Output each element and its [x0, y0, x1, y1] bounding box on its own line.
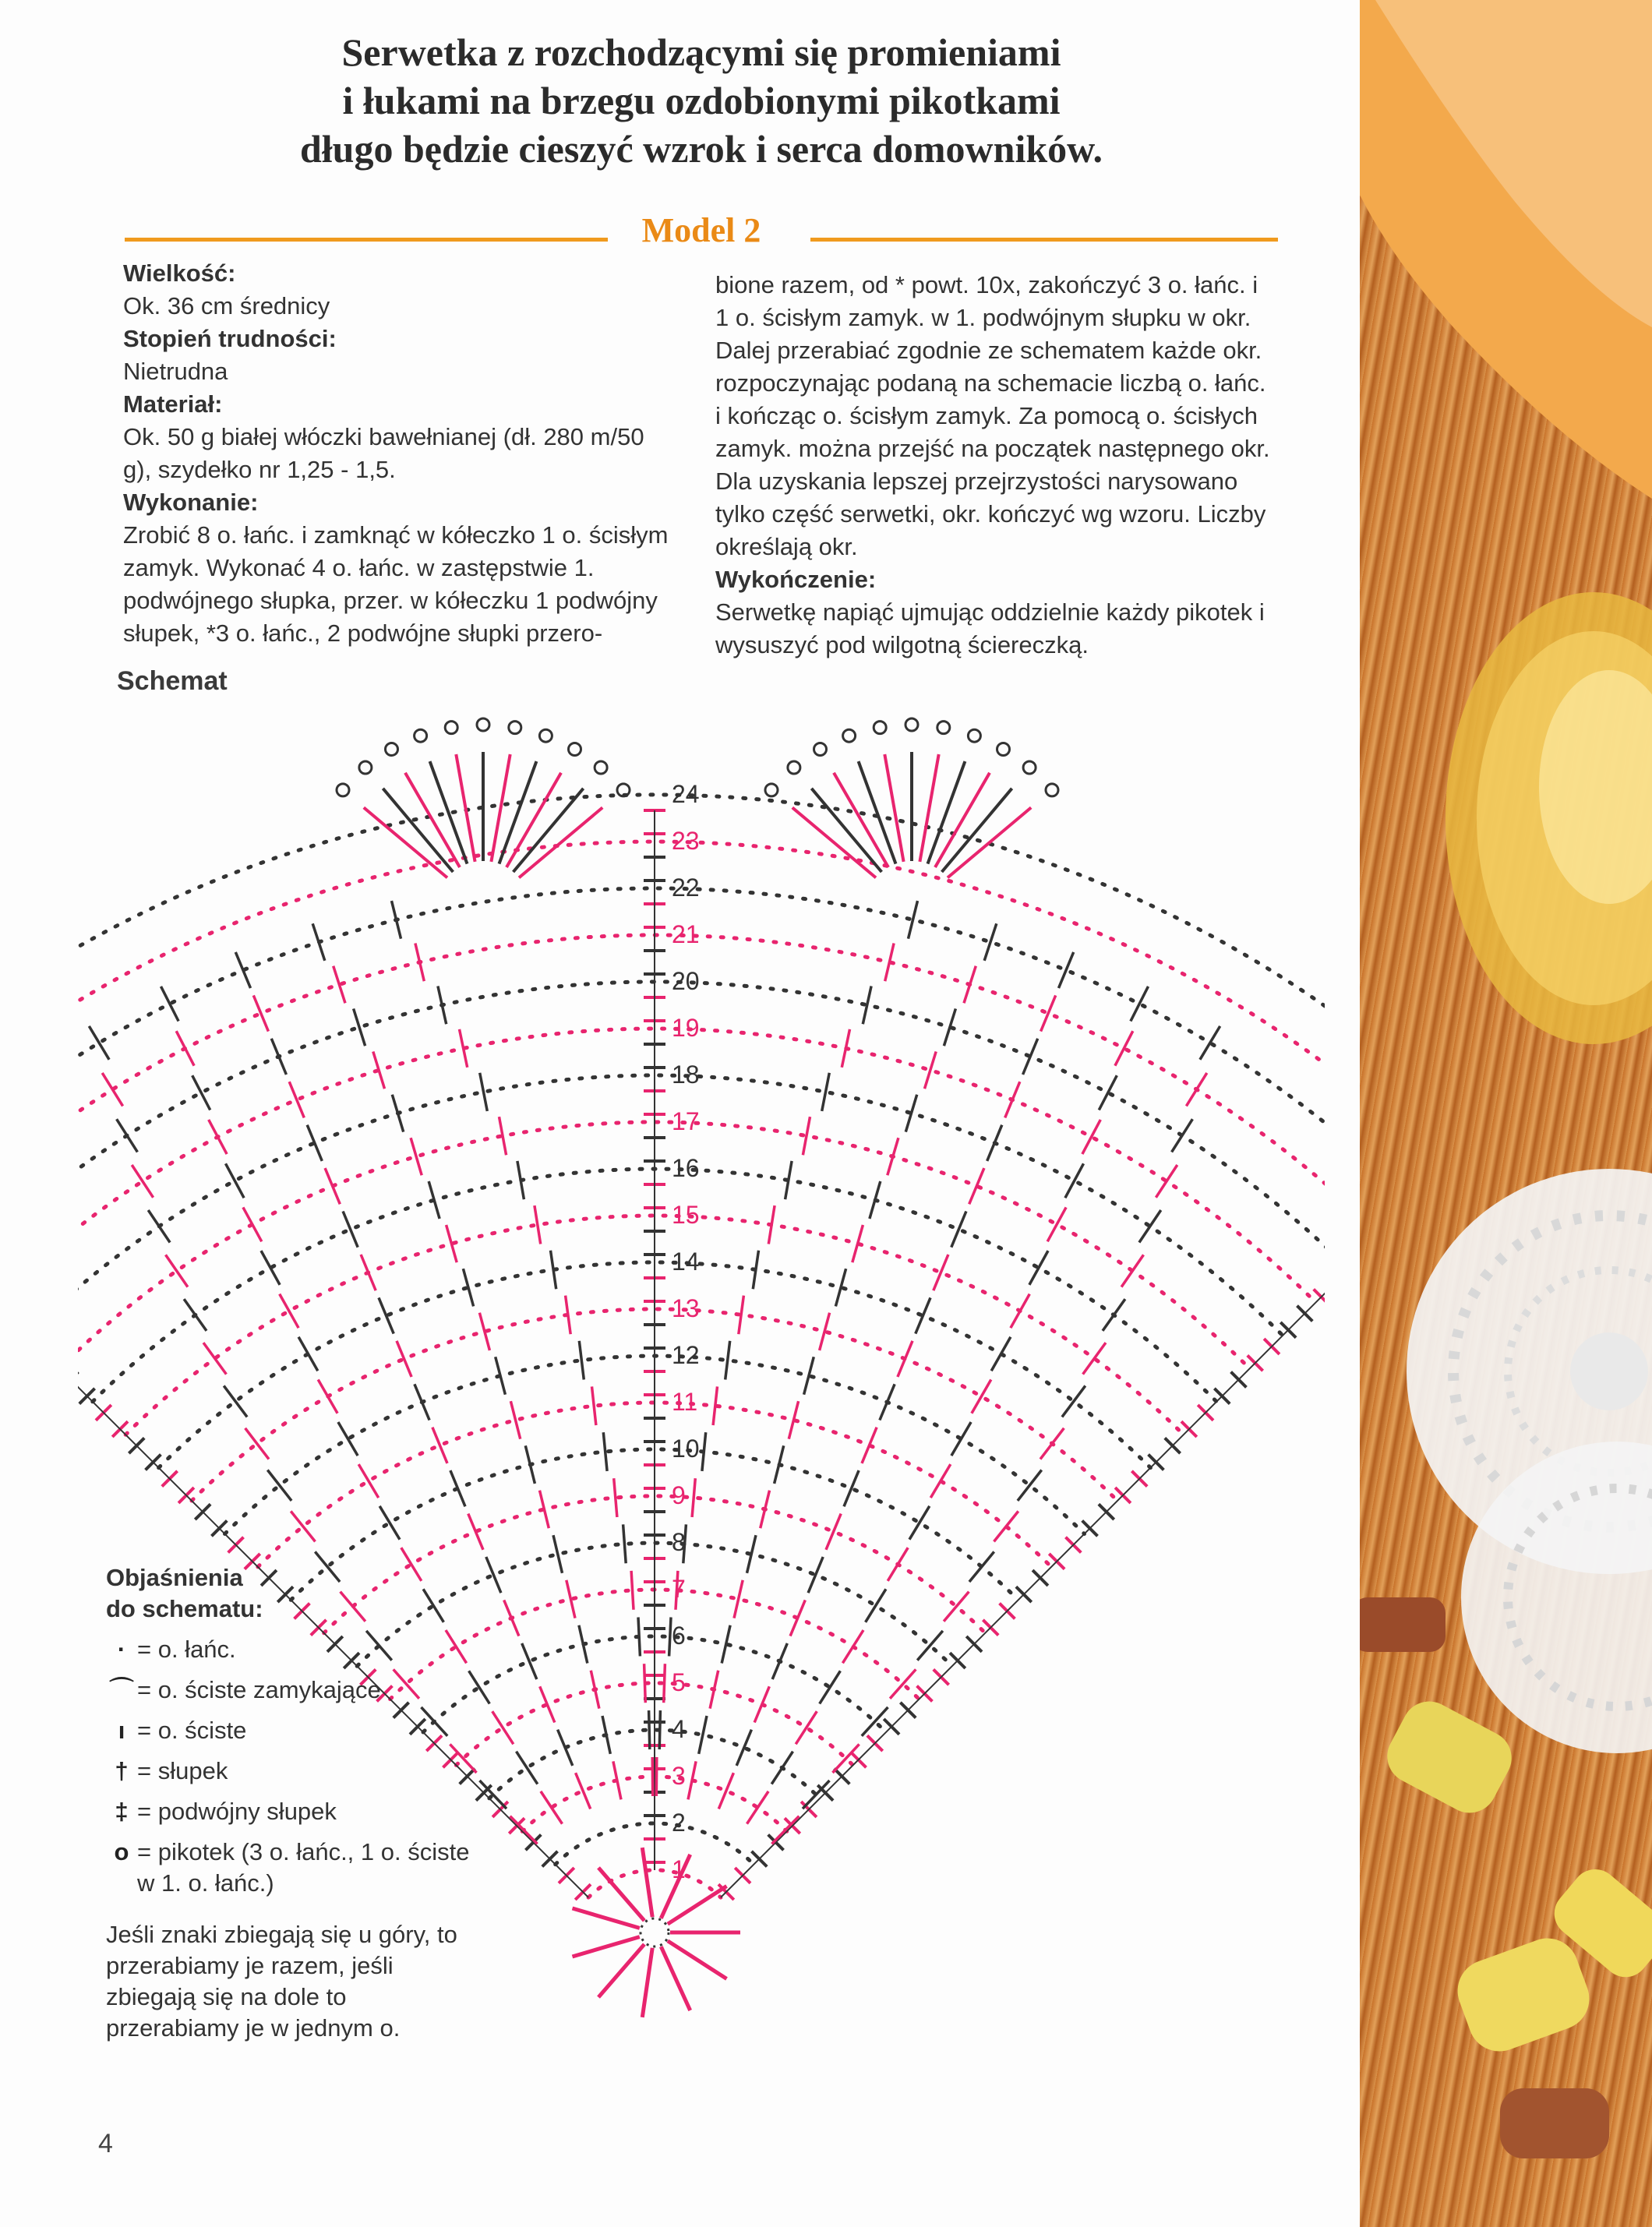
fan-stitch	[1005, 1082, 1020, 1117]
title-line-1: Serwetka z rozchodzącymi się promieniami	[341, 30, 1061, 74]
chain-arc	[78, 795, 1325, 1137]
fan-stitch	[522, 1643, 537, 1679]
fan-stitch	[880, 1384, 895, 1420]
fan-stitch	[1083, 1343, 1106, 1375]
fan-stitch	[890, 1669, 916, 1698]
fan-stitch	[771, 1752, 792, 1784]
legend-text: = pikotek (3 o. łańc., 1 o. ściste w 1. o. łańc.)	[137, 1838, 470, 1897]
model-divider-left	[125, 238, 608, 242]
picot-mark	[477, 718, 489, 731]
fan-stitch	[842, 1630, 863, 1663]
round-number-label: 13	[672, 1294, 700, 1322]
fan-stitch	[1018, 1470, 1042, 1501]
round-number-label: 16	[672, 1154, 700, 1182]
difficulty-heading: Stopień trudności:	[123, 325, 337, 352]
fan-stitch	[725, 1341, 730, 1380]
center-stitch	[642, 1848, 652, 1917]
fan-stitch	[1082, 1120, 1100, 1154]
right-column	[715, 269, 1276, 662]
fan-stitch	[1115, 1031, 1133, 1066]
fan-stitch	[166, 1255, 188, 1286]
slip-stitch-closing-icon: ⌒	[109, 1676, 134, 1703]
fan-stitch	[1099, 1075, 1117, 1110]
picot-mark	[1023, 761, 1036, 774]
legend-item	[106, 1675, 480, 1706]
fan-stitch	[361, 1255, 376, 1290]
legend-text: = o. ściste	[137, 1717, 247, 1744]
picot-mark	[968, 729, 980, 742]
round-number-label: 20	[672, 967, 700, 995]
picot-mark	[1046, 784, 1058, 796]
legend-heading-1: Objaśnienia	[106, 1564, 243, 1591]
fan-stitch	[951, 1212, 966, 1248]
fan-stitch	[944, 1592, 969, 1622]
round-number-label: 24	[672, 780, 700, 808]
fan-stitch	[592, 1386, 596, 1425]
round-number-label: 12	[672, 1341, 700, 1369]
material-text: Ok. 50 g białej włóczki bawełnianej (dł. 280 m/50 g), szydełko nr 1,25 - 1,5.	[123, 423, 644, 483]
picot-mark	[905, 718, 918, 731]
legend-item	[106, 1756, 480, 1787]
chain-stitch-icon: ·	[117, 1636, 126, 1663]
round-number-label: 19	[672, 1014, 700, 1042]
fan-stitch	[844, 1470, 859, 1506]
fan-stitch	[553, 1535, 563, 1573]
round-number-label: 3	[672, 1762, 686, 1790]
fan-stitch	[614, 1478, 617, 1517]
fan-stitch	[1059, 952, 1074, 988]
fan-stitch	[909, 1506, 930, 1540]
fan-stitch	[644, 1664, 646, 1703]
legend-text: = słupek	[137, 1757, 228, 1784]
fan-stitch	[397, 1341, 411, 1377]
picot-mark	[569, 743, 581, 756]
center-stitch	[598, 1944, 644, 1997]
fan-stitch	[969, 1168, 984, 1204]
fan-stitch	[734, 1580, 743, 1618]
round-number-label: 18	[672, 1061, 700, 1089]
fan-stitch	[866, 1589, 886, 1622]
legend-note: Jeśli znaki zbiegają się u góry, to przerabiamy je razem, jeśli zbiegają się na dole to przerabiamy je w jednym o.	[106, 1921, 457, 2042]
fan-stitch	[948, 807, 1031, 877]
legend	[106, 1562, 480, 2044]
picot-mark	[997, 743, 1010, 756]
picot-mark	[415, 729, 427, 742]
fan-stitch	[192, 1075, 210, 1110]
fan-stitch	[972, 1380, 991, 1413]
fan-stitch	[338, 1422, 358, 1456]
fan-stitch	[603, 1432, 607, 1471]
fan-stitch	[656, 1757, 657, 1796]
fan-stitch	[888, 1138, 898, 1175]
fan-stitch	[203, 1343, 226, 1375]
round-number-label: 4	[672, 1715, 686, 1743]
fan-stitch	[888, 1548, 908, 1581]
fan-stitch	[235, 952, 250, 988]
round-number-label: 8	[672, 1528, 686, 1556]
fan-stitch	[862, 1707, 888, 1736]
fan-stitch	[245, 1428, 269, 1459]
legend-heading-2: do schematu:	[106, 1595, 263, 1622]
fan-stitch	[692, 1478, 695, 1517]
fan-stitch	[517, 1752, 538, 1784]
round-number-label: 7	[672, 1575, 686, 1603]
execution-text: Zrobić 8 o. łańc. i zamknąć w kółeczko 1 o. ścisłym zamyk. Wykonać 4 o. łańc. w zastępstwie 1. podwójnego słupka, przer. w kółeczku 1 podwójny słupek, *3 o. łańc., 2 podwójne słupki przero-	[123, 521, 669, 647]
fan-stitch	[916, 1297, 930, 1333]
single-crochet-icon: ı	[118, 1717, 125, 1744]
fan-stitch	[1156, 1165, 1177, 1198]
picot-mark	[874, 722, 886, 734]
fan-stitch	[540, 1686, 555, 1722]
round-number-label: 23	[672, 827, 700, 855]
fan-stitch	[541, 1791, 563, 1824]
decorative-photo	[1360, 0, 1652, 2227]
fan-stitch	[934, 1255, 948, 1290]
fan-stitch	[343, 1212, 358, 1248]
fan-stitch	[862, 1428, 877, 1463]
fan-stitch	[243, 1207, 262, 1241]
material-heading: Materiał:	[123, 390, 223, 418]
fan-stitch	[117, 1119, 138, 1152]
finishing-text: Serwetkę napiąć ujmując oddzielnie każdy pikotek i wysuszyć pod wilgotną ściereczką.	[715, 598, 1265, 658]
center-stitch	[573, 1937, 640, 1957]
round-number-label: 17	[672, 1107, 700, 1135]
size-text: Ok. 36 cm średnicy	[123, 292, 330, 319]
title-line-3: długo będzie cieszyć wzrok i serca domowników.	[299, 127, 1103, 171]
center-stitch	[668, 1886, 727, 1925]
round-number-label: 11	[672, 1388, 698, 1416]
picot-mark	[814, 743, 827, 756]
fan-stitch	[379, 1506, 400, 1540]
fan-stitch	[132, 1165, 153, 1198]
fan-stitch	[1131, 986, 1149, 1022]
fan-stitch	[1186, 1073, 1206, 1106]
fan-stitch	[669, 1618, 671, 1657]
fan-stitch	[209, 1120, 227, 1154]
fan-stitch	[820, 1671, 841, 1703]
fan-stitch	[1040, 1428, 1064, 1459]
fan-stitch	[1023, 1039, 1038, 1075]
fan-stitch	[261, 1251, 280, 1285]
fan-stitch	[415, 1384, 429, 1420]
round-number-label: 22	[672, 874, 700, 902]
schema-label: Schemat	[117, 666, 228, 696]
round-number-label: 2	[672, 1809, 686, 1837]
center-stitch	[661, 1946, 690, 2010]
title-line-2: i łukami na brzegu ozdobionymi pikotkami	[342, 79, 1061, 122]
picot-icon: o	[114, 1838, 129, 1865]
fan-stitch	[1139, 1210, 1161, 1243]
picot-mark	[539, 729, 552, 742]
chain-arc	[78, 1122, 1250, 1368]
fan-stitch	[1029, 1251, 1048, 1285]
fan-stitch	[1062, 1385, 1085, 1417]
fan-stitch	[450, 1470, 465, 1506]
fan-stitch	[969, 1551, 994, 1582]
fan-stitch	[267, 1470, 291, 1501]
legend-item	[106, 1837, 480, 1899]
fan-stitch	[754, 1686, 769, 1722]
center-stitch	[668, 1941, 727, 1979]
round-number-label: 5	[672, 1668, 686, 1696]
fan-stitch	[736, 1730, 751, 1766]
execution-heading: Wykonanie:	[123, 489, 259, 516]
round-number-label: 10	[672, 1435, 700, 1463]
model-label: Model 2	[641, 211, 761, 249]
model-divider-right	[810, 238, 1278, 242]
double-crochet-icon: †	[115, 1757, 129, 1784]
picot-mark	[509, 722, 521, 734]
picot-mark	[337, 784, 349, 796]
fan-stitch	[358, 1464, 379, 1498]
fan-stitch	[184, 1299, 206, 1331]
center-stitch	[642, 1948, 652, 2017]
difficulty-text: Nietrudna	[123, 358, 228, 385]
fan-stitch	[102, 1073, 122, 1106]
legend-text: = podwójny słupek	[137, 1798, 337, 1825]
fan-stitch	[504, 1600, 519, 1636]
fan-stitch	[226, 1163, 245, 1198]
legend-item	[106, 1634, 480, 1665]
left-column	[123, 257, 678, 650]
fan-stitch	[664, 1664, 665, 1703]
fan-stitch	[486, 1557, 501, 1593]
fan-stitch	[942, 789, 1012, 872]
fan-stitch	[224, 1385, 247, 1417]
fan-stitch	[579, 1341, 584, 1380]
legend-item	[106, 1796, 480, 1827]
chain-arc	[78, 935, 1325, 1237]
fan-stitch	[519, 807, 602, 877]
fan-stitch	[176, 1031, 194, 1066]
fan-stitch	[318, 1380, 337, 1413]
picot-mark	[595, 761, 607, 774]
fan-stitch	[930, 1464, 951, 1498]
fan-stitch	[161, 986, 179, 1022]
fan-stitch	[898, 1341, 912, 1377]
picot-mark	[359, 761, 372, 774]
fan-stitch	[1011, 1294, 1029, 1329]
fan-stitch	[747, 1791, 769, 1824]
fan-stitch	[325, 1168, 340, 1204]
fan-stitch	[364, 807, 447, 877]
legend-item	[106, 1715, 480, 1746]
round-number-label: 21	[672, 920, 700, 948]
fan-stitch	[148, 1210, 170, 1243]
fan-stitch	[291, 1511, 315, 1541]
fan-stitch	[994, 1511, 1018, 1541]
fan-stitch	[1047, 1207, 1066, 1241]
chain-arc	[588, 1870, 721, 1897]
fan-stitch	[987, 1125, 1002, 1161]
round-number-label: 1	[672, 1855, 686, 1883]
fan-stitch	[576, 1773, 591, 1809]
fan-stitch	[659, 1710, 660, 1749]
fan-stitch	[379, 1297, 394, 1333]
fan-stitch	[718, 1773, 733, 1809]
finishing-heading: Wykończenie:	[715, 566, 877, 593]
treble-crochet-icon: ‡	[115, 1798, 129, 1825]
fan-stitch	[702, 1432, 706, 1471]
fan-stitch	[253, 995, 268, 1031]
fan-stitch	[649, 1710, 650, 1749]
fan-stitch	[492, 1711, 514, 1744]
picot-mark	[765, 784, 778, 796]
round-number-label: 15	[672, 1201, 700, 1229]
fan-stitch	[917, 1631, 943, 1661]
legend-text: = o. łańc.	[137, 1636, 236, 1663]
fan-stitch	[991, 1337, 1011, 1371]
fan-stitch	[822, 1073, 830, 1111]
fan-stitch	[1200, 1026, 1220, 1060]
fan-stitch	[1065, 1163, 1084, 1198]
fan-stitch	[964, 966, 976, 1004]
picot-mark	[445, 722, 457, 734]
round-number-label: 9	[672, 1481, 686, 1509]
fan-stitch	[383, 789, 453, 872]
fan-stitch	[826, 1514, 841, 1550]
round-number-label: 14	[672, 1248, 700, 1276]
fan-stitch	[307, 1125, 322, 1161]
fan-stitch	[796, 1711, 817, 1744]
continuation-text: bione razem, od * powt. 10x, zakończyć 3 o. łańc. i 1 o. ścisłym zamyk. w 1. podwójnym słupku w okr. Dalej przerabiać zgodnie ze schematem każde okr. rozpoczynając podaną na schemacie liczbą o. łańc. i kończąc o. ścisłym zamyk. Za pomocą o. ścisłych zamyk. można przejść na początek następnego okr. Dla uzyskania lepszej przejrzystości narysowano tylko część serwetki, okr. kończyć wg wzoru. Liczby określają okr.	[715, 271, 1270, 560]
chain-arc	[78, 888, 1325, 1203]
fan-stitch	[951, 1422, 971, 1456]
page-title	[195, 28, 1208, 173]
fan-stitch	[772, 1643, 787, 1679]
fan-stitch	[89, 1026, 109, 1060]
picot-mark	[937, 722, 950, 734]
center-ring	[641, 1918, 669, 1946]
fan-stitch	[652, 1757, 653, 1796]
picot-mark	[386, 743, 398, 756]
fan-stitch	[1172, 1119, 1193, 1152]
fan-stitch	[558, 1730, 573, 1766]
fan-stitch	[631, 1571, 634, 1610]
round-number-label: 6	[672, 1622, 686, 1650]
legend-text: = o. ściste zamykające	[137, 1676, 381, 1703]
picot-mark	[788, 761, 800, 774]
fan-stitch	[271, 1039, 286, 1075]
photo-image	[1360, 0, 1652, 2227]
fan-stitch	[468, 1514, 483, 1550]
fan-stitch	[1041, 995, 1056, 1031]
fan-stitch	[1121, 1255, 1143, 1286]
fan-stitch	[280, 1294, 298, 1329]
fan-stitch	[792, 807, 876, 877]
size-heading: Wielkość:	[123, 259, 236, 287]
picot-mark	[843, 729, 856, 742]
fan-stitch	[1103, 1299, 1125, 1331]
center-stitch	[573, 1908, 640, 1928]
fan-stitch	[298, 1337, 318, 1371]
fan-stitch	[790, 1600, 805, 1636]
fan-stitch	[623, 1524, 627, 1563]
page-number: 4	[98, 2129, 113, 2158]
fan-stitch	[638, 1618, 640, 1657]
